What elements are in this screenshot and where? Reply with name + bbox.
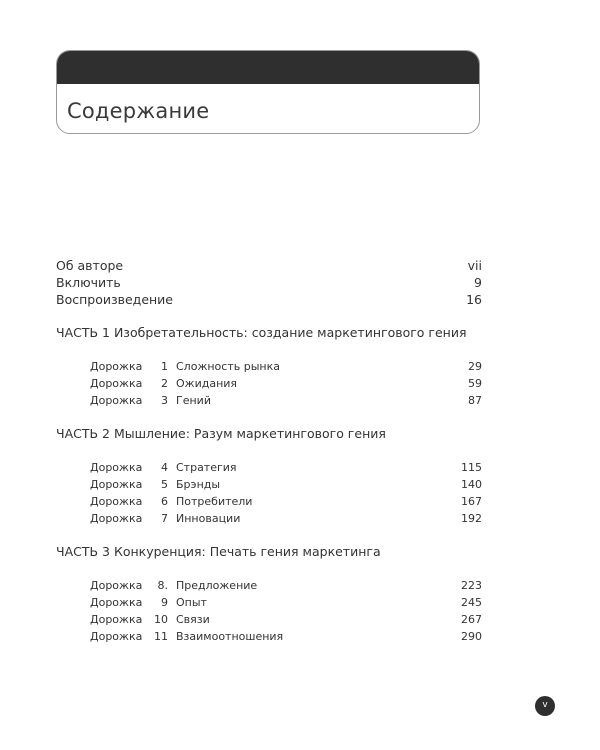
toc-entry-label: Включить xyxy=(56,275,121,290)
track-number: 6 xyxy=(161,495,168,508)
track-word: Дорожка xyxy=(90,630,143,643)
track-number: 8. xyxy=(157,579,168,592)
toc-track-11[interactable] xyxy=(90,628,482,645)
track-number: 5 xyxy=(161,478,168,491)
track-name: Ожидания xyxy=(176,377,238,390)
toc-track-8[interactable] xyxy=(90,577,482,594)
track-number: 11 xyxy=(154,630,168,643)
toc-entry-label: Об авторе xyxy=(56,258,124,273)
track-page: 140 xyxy=(461,478,482,491)
track-word: Дорожка xyxy=(90,596,143,609)
toc-track-9[interactable] xyxy=(90,594,482,611)
track-page: 245 xyxy=(461,596,482,609)
track-word: Дорожка xyxy=(90,461,143,474)
track-name: Связи xyxy=(176,613,210,626)
track-page: 59 xyxy=(468,377,482,390)
track-word: Дорожка xyxy=(90,377,143,390)
track-page: 290 xyxy=(461,630,482,643)
toc-entry-page: vii xyxy=(467,258,482,273)
track-page: 29 xyxy=(468,360,482,373)
toc-track-5[interactable] xyxy=(90,476,482,493)
track-page: 192 xyxy=(461,512,482,525)
track-page: 223 xyxy=(461,579,482,592)
track-name: Стратегия xyxy=(176,461,237,474)
toc-entry-page: 16 xyxy=(466,292,482,307)
track-page: 167 xyxy=(461,495,482,508)
track-number: 3 xyxy=(161,394,168,407)
track-number: 10 xyxy=(154,613,168,626)
part-1-heading[interactable]: ЧАСТЬ 1 Изобретательность: создание маркетингового гения xyxy=(56,325,467,340)
track-name: Брэнды xyxy=(176,478,221,491)
track-name: Гений xyxy=(176,394,211,407)
track-page: 87 xyxy=(468,394,482,407)
toc-track-1[interactable] xyxy=(90,358,482,375)
track-number: 1 xyxy=(161,360,168,373)
toc-entry-about-author[interactable] xyxy=(56,257,482,274)
toc-track-4[interactable] xyxy=(90,459,482,476)
track-word: Дорожка xyxy=(90,495,143,508)
toc-track-7[interactable] xyxy=(90,510,482,527)
page-title: Содержание xyxy=(67,99,210,123)
toc-track-3[interactable] xyxy=(90,392,482,409)
track-name: Сложность рынка xyxy=(176,360,280,373)
toc-track-10[interactable] xyxy=(90,611,482,628)
toc-entry-switch-on[interactable] xyxy=(56,274,482,291)
track-name: Инновации xyxy=(176,512,241,525)
part-3-heading[interactable]: ЧАСТЬ 3 Конкуренция: Печать гения маркетинга xyxy=(56,544,381,559)
track-word: Дорожка xyxy=(90,512,143,525)
track-page: 115 xyxy=(461,461,482,474)
track-number: 7 xyxy=(161,512,168,525)
track-name: Предложение xyxy=(176,579,258,592)
track-number: 4 xyxy=(161,461,168,474)
track-word: Дорожка xyxy=(90,360,143,373)
toc-entry-page: 9 xyxy=(474,275,482,290)
track-name: Опыт xyxy=(176,596,207,609)
toc-track-2[interactable] xyxy=(90,375,482,392)
track-word: Дорожка xyxy=(90,613,143,626)
track-word: Дорожка xyxy=(90,478,143,491)
track-word: Дорожка xyxy=(90,579,143,592)
track-number: 2 xyxy=(161,377,168,390)
track-name: Потребители xyxy=(176,495,253,508)
track-number: 9 xyxy=(161,596,168,609)
part-2-heading[interactable]: ЧАСТЬ 2 Мышление: Разум маркетингового гения xyxy=(56,426,386,441)
track-name: Взаимоотношения xyxy=(176,630,284,643)
toc-entry-playback[interactable] xyxy=(56,291,482,308)
track-word: Дорожка xyxy=(90,394,143,407)
track-page: 267 xyxy=(461,613,482,626)
toc-track-6[interactable] xyxy=(90,493,482,510)
page-number-badge: v xyxy=(535,696,555,716)
toc-entry-label: Воспроизведение xyxy=(56,292,173,307)
